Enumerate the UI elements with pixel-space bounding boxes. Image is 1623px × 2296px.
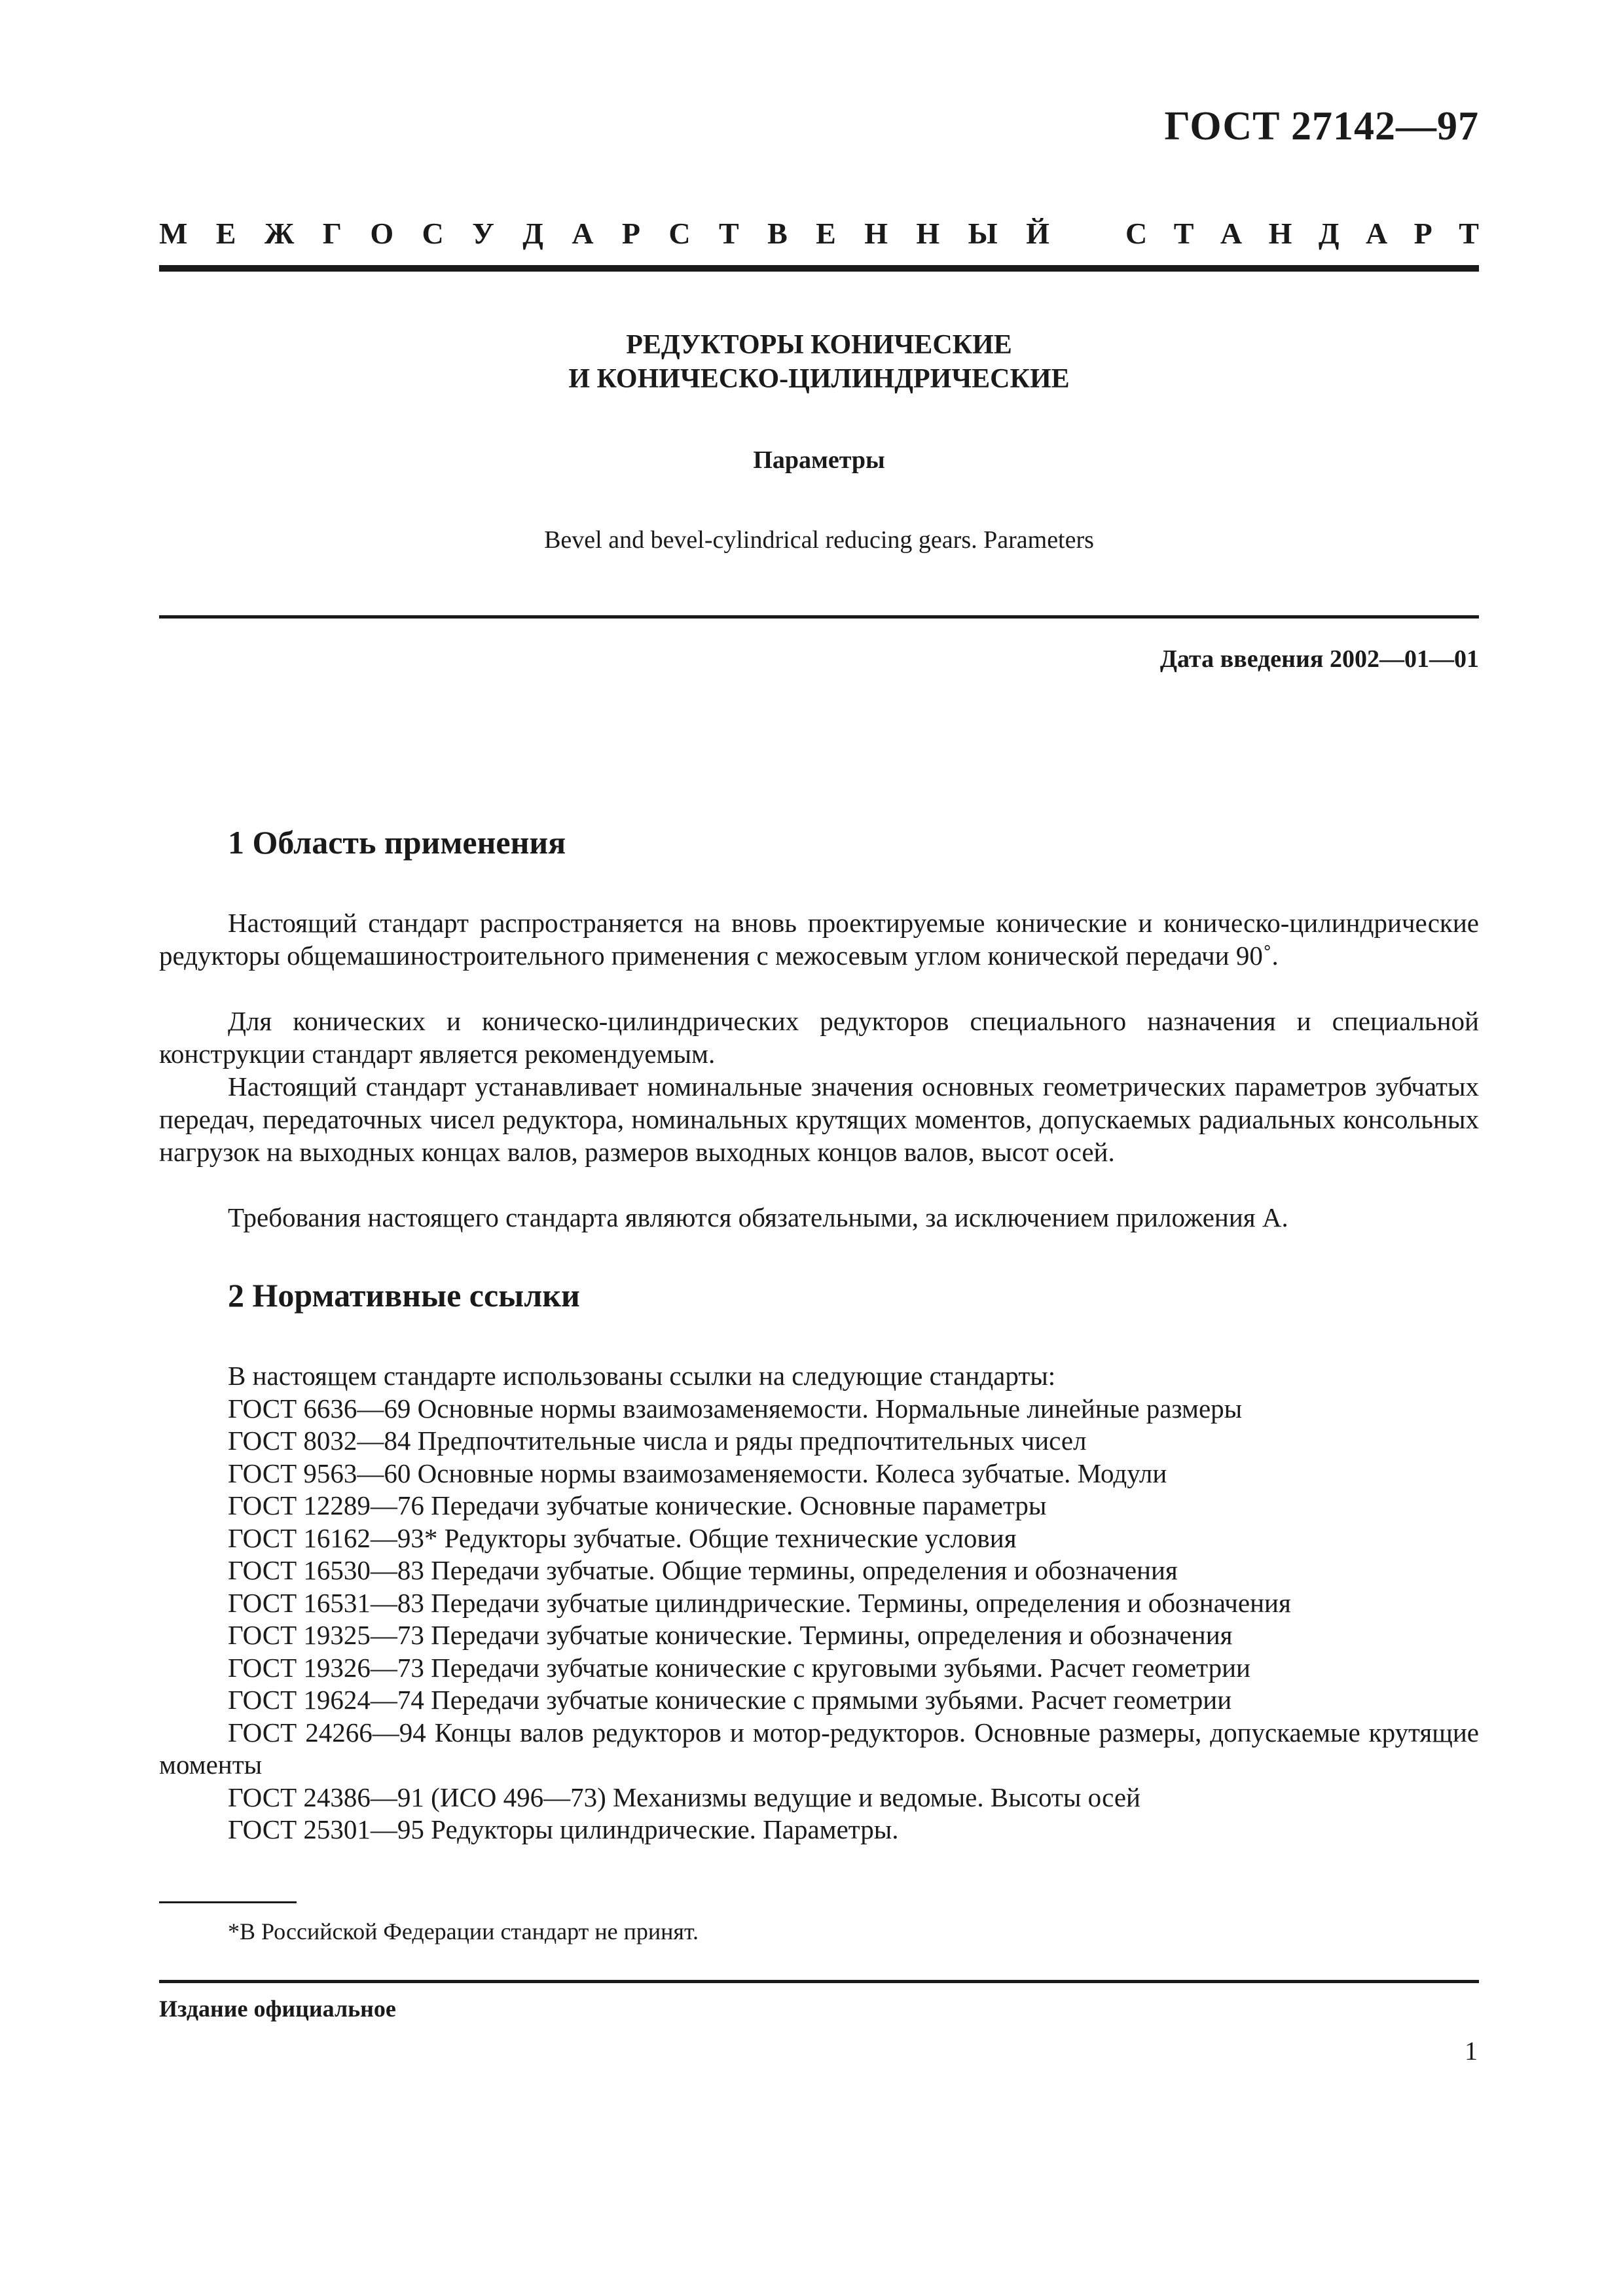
title-rule (159, 615, 1479, 619)
banner-letter: Т (1459, 217, 1479, 250)
references-intro: В настоящем стандарте использованы ссылки на следующие стандарты: (228, 1361, 1056, 1391)
reference-item: ГОСТ 19624—74 Передачи зубчатые конические с прямыми зубьями. Расчет геометрии (228, 1685, 1232, 1715)
introduction-date: Дата введения 2002—01—01 (1159, 645, 1479, 673)
banner-word-interstate (159, 216, 1049, 251)
section-1-paragraph: Требования настоящего стандарта являются обязательными, за исключением приложения А. (228, 1202, 1288, 1232)
banner-letter: А (1220, 217, 1243, 250)
title-line-2: И КОНИЧЕСКО-ЦИЛИНДРИЧЕСКИЕ (568, 364, 1070, 394)
references-list (159, 1360, 1479, 1846)
reference-item: ГОСТ 16531—83 Передачи зубчатые цилиндрические. Термины, определения и обозначения (228, 1587, 1291, 1618)
banner-letter: Н (916, 217, 940, 250)
document-number: ГОСТ 27142—97 (1164, 104, 1479, 149)
reference-item: ГОСТ 19325—73 Передачи зубчатые конические. Термины, определения и обозначения (228, 1620, 1233, 1650)
english-title: Bevel and bevel-cylindrical reducing gears. Parameters (544, 526, 1094, 554)
banner-letter: Д (1318, 217, 1340, 250)
standard-banner (159, 216, 1479, 251)
banner-letter: С (668, 217, 691, 250)
reference-item: ГОСТ 6636—69 Основные нормы взаимозаменяемости. Нормальные линейные размеры (228, 1393, 1243, 1424)
banner-letter: У (472, 217, 494, 250)
banner-letter: О (370, 217, 394, 250)
section-1-paragraph: Для конических и коническо-цилиндрических редукторов специального назначения и специальной конструкции стандарт является рекомендуемым. (159, 1006, 1479, 1069)
reference-item: ГОСТ 24266—94 Концы валов редукторов и мотор-редукторов. Основные размеры, допускаемые крутящие моменты (159, 1717, 1479, 1780)
section-2-heading: 2 Нормативные ссылки (228, 1277, 580, 1314)
banner-letter: А (572, 217, 594, 250)
banner-letter: Н (1268, 217, 1292, 250)
section-1-heading: 1 Область применения (228, 824, 566, 861)
banner-letter: Р (621, 217, 641, 250)
banner-letter: М (159, 217, 188, 250)
subtitle: Параметры (753, 446, 885, 474)
banner-letter: Р (1413, 217, 1432, 250)
banner-letter: В (767, 217, 788, 250)
banner-letter: Ж (264, 217, 295, 250)
reference-item: ГОСТ 19326—73 Передачи зубчатые конические с круговыми зубьями. Расчет геометрии (228, 1652, 1250, 1683)
banner-word-standard (1125, 216, 1479, 251)
banner-letter: Ы (968, 217, 998, 250)
banner-letter: С (1125, 217, 1148, 250)
banner-letter: Е (215, 217, 236, 250)
banner-letter: Т (1173, 217, 1194, 250)
footnote-rule (159, 1901, 297, 1903)
reference-item: ГОСТ 8032—84 Предпочтительные числа и ряды предпочтительных чисел (228, 1426, 1087, 1456)
header-rule (159, 265, 1479, 272)
reference-item: ГОСТ 12289—76 Передачи зубчатые конические. Основные параметры (228, 1490, 1047, 1520)
reference-item: ГОСТ 25301—95 Редукторы цилиндрические. Параметры. (228, 1814, 899, 1844)
footnote: *В Российской Федерации стандарт не принят. (228, 1918, 699, 1945)
banner-letter: Н (864, 217, 888, 250)
section-1-paragraph: Настоящий стандарт устанавливает номинальные значения основных геометрических параметров зубчатых передач, передаточных чисел редуктора, номинальных крутящих моментов, допускаемых радиальных консольных нагрузок на выходных концах валов, размеров выходных концов валов, высот осей. (159, 1071, 1479, 1167)
reference-item: ГОСТ 16530—83 Передачи зубчатые. Общие термины, определения и обозначения (228, 1555, 1178, 1585)
reference-item: ГОСТ 16162—93* Редукторы зубчатые. Общие технические условия (228, 1522, 1017, 1553)
page-number: 1 (1465, 2036, 1478, 2066)
footer-rule (159, 1980, 1479, 1983)
title-line-1: РЕДУКТОРЫ КОНИЧЕСКИЕ (626, 330, 1012, 360)
section-1-paragraph: Настоящий стандарт распространяется на вновь проектируемые конические и коническо-цилиндрические редукторы общемашиностроительного применения с межосевым углом конической передачи 90˚. (159, 908, 1479, 971)
banner-letter: Й (1026, 217, 1049, 250)
reference-item: ГОСТ 9563—60 Основные нормы взаимозаменяемости. Колеса зубчатые. Модули (228, 1458, 1167, 1488)
banner-letter: Д (522, 217, 543, 250)
banner-letter: А (1365, 217, 1388, 250)
banner-letter: Т (719, 217, 739, 250)
banner-letter: С (422, 217, 444, 250)
edition-label: Издание официальное (159, 1996, 396, 2022)
reference-item: ГОСТ 24386—91 (ИСО 496—73) Механизмы ведущие и ведомые. Высоты осей (228, 1782, 1140, 1812)
banner-letter: Е (816, 217, 836, 250)
banner-letter: Г (322, 217, 342, 250)
